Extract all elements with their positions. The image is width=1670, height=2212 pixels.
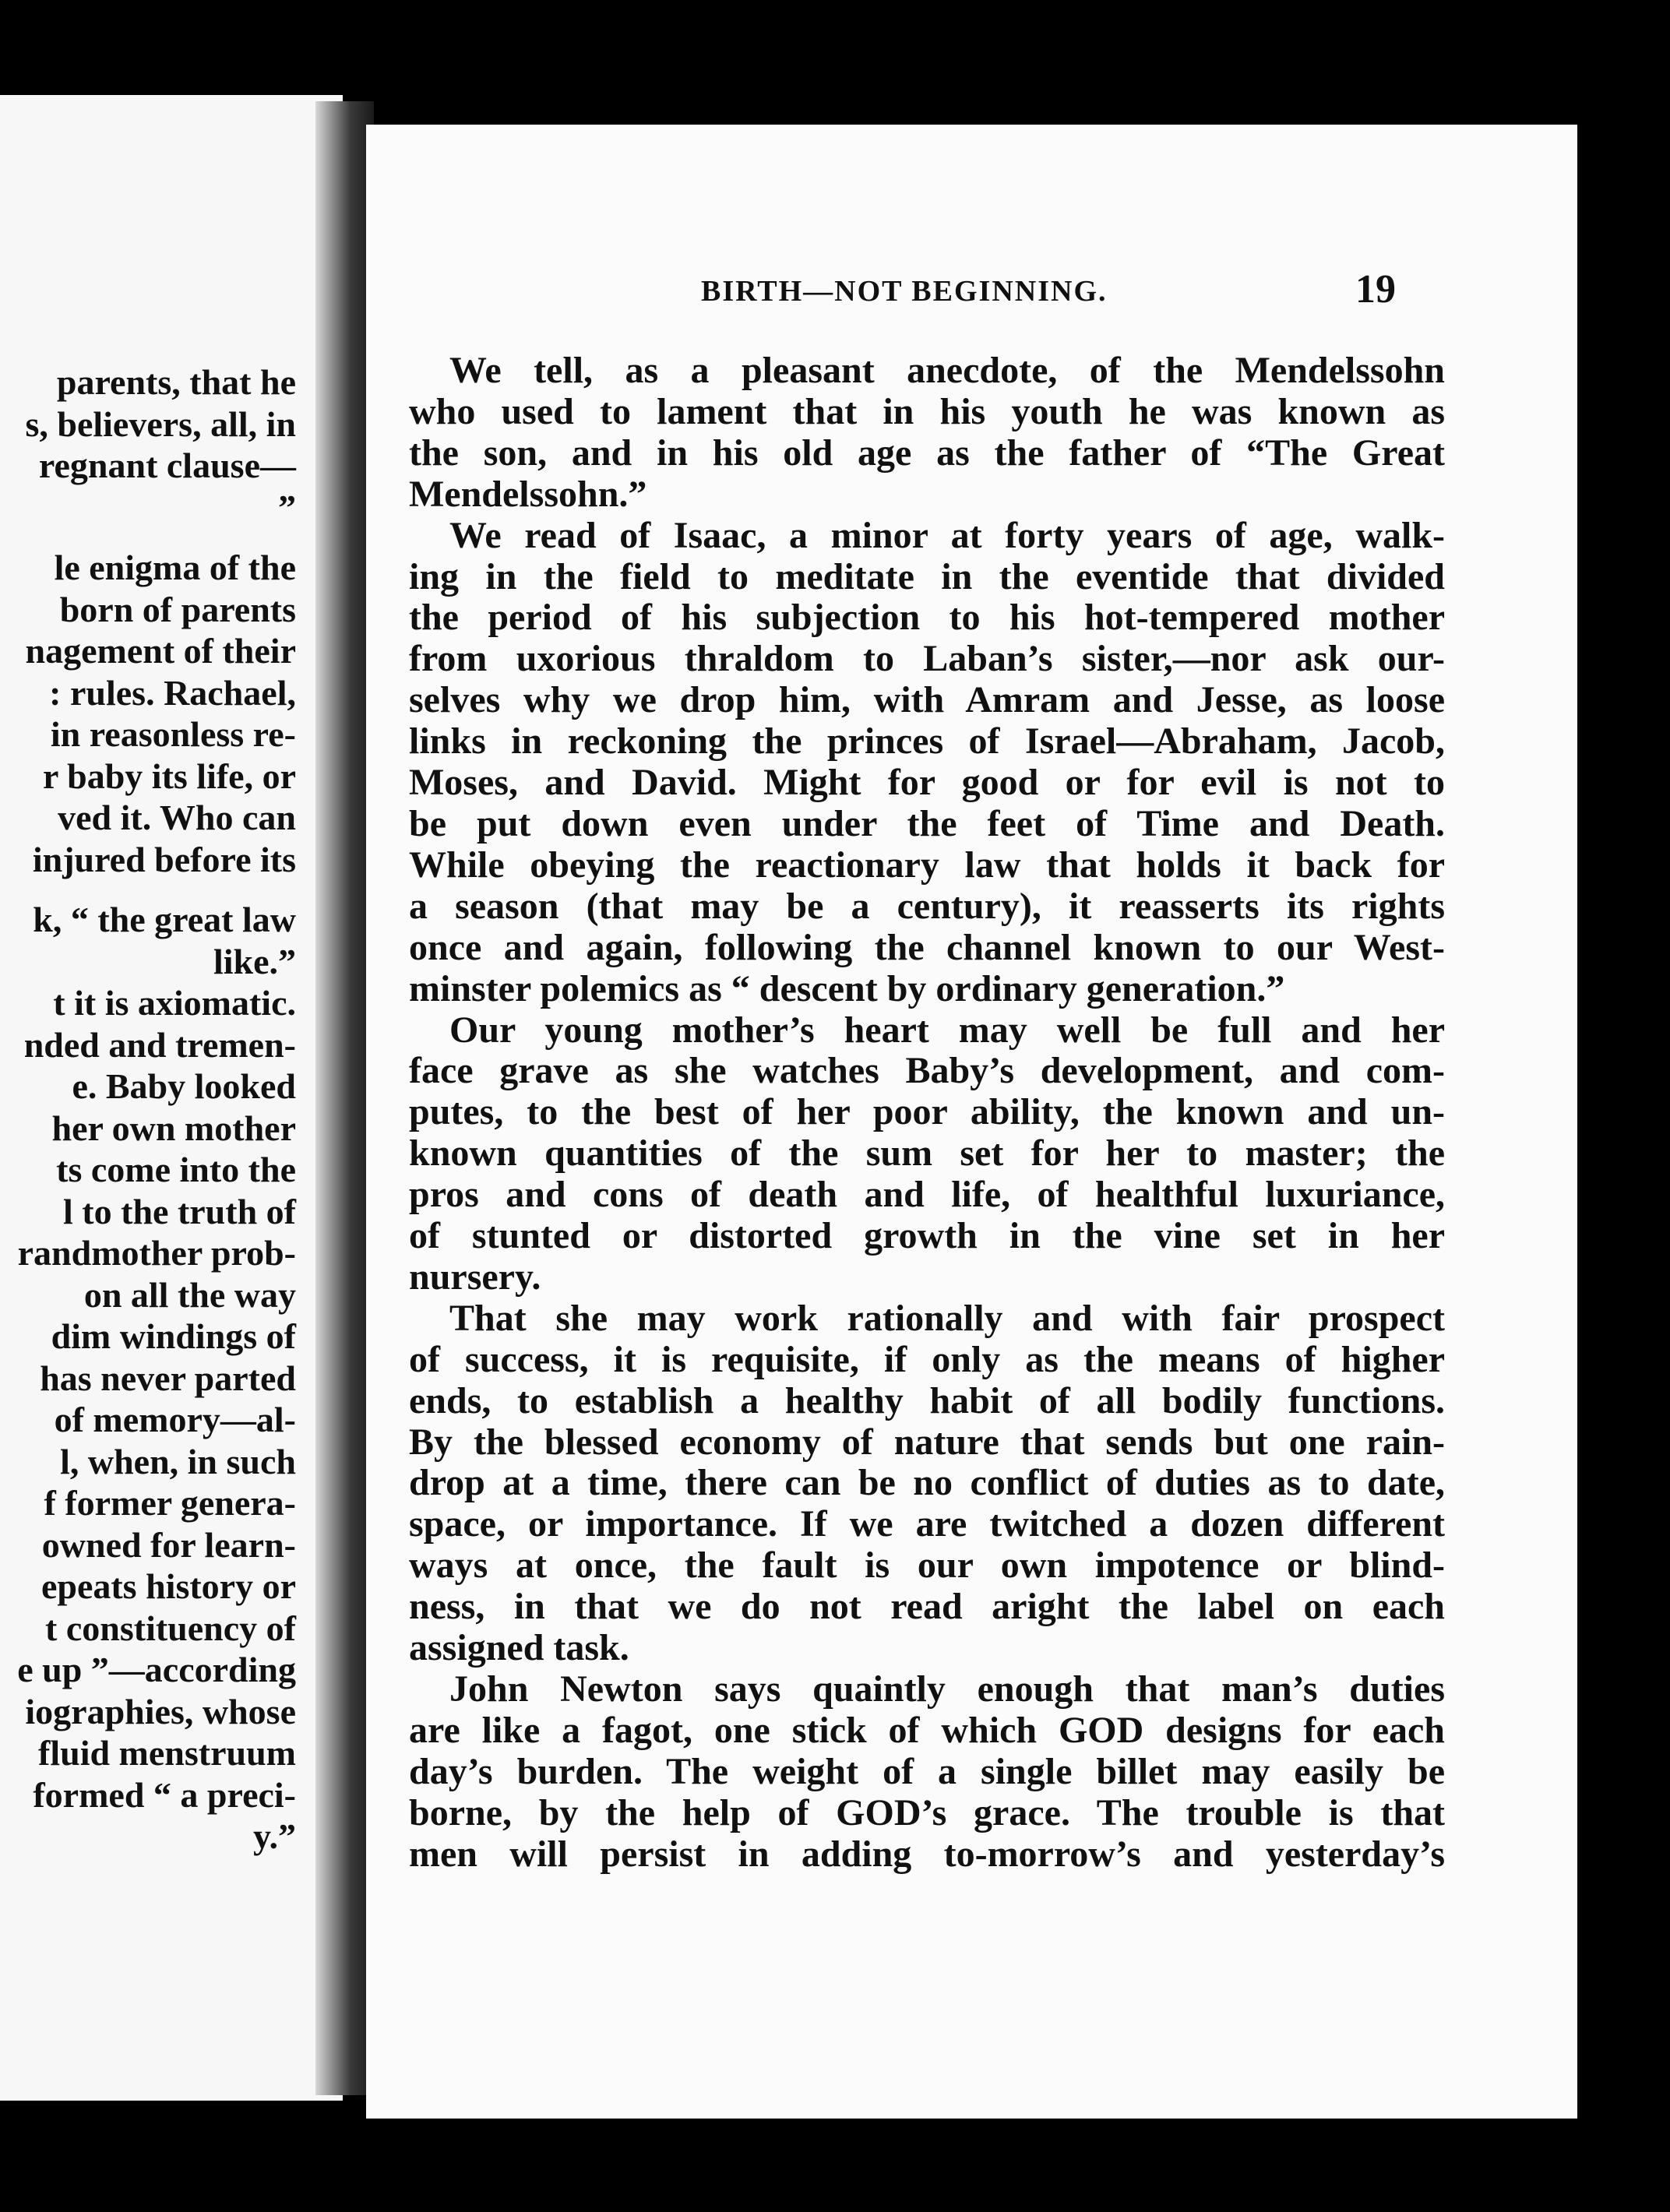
left-page-line: y.” bbox=[253, 1816, 296, 1856]
left-page-line: owned for learn- bbox=[41, 1524, 296, 1565]
running-head: BIRTH—NOT BEGINNING. bbox=[701, 275, 1108, 308]
left-page-line: on all the way bbox=[83, 1274, 296, 1315]
text-line: borne, by the help of GOD’s grace. The trouble is that bbox=[409, 1791, 1445, 1833]
text-line: from uxorious thraldom to Laban’s sister,—nor ask our- bbox=[409, 638, 1445, 680]
left-page-line: injured before its bbox=[32, 839, 296, 879]
left-page-line: le enigma of the bbox=[54, 548, 296, 587]
text-line: We tell, as a pleasant anecdote, of the Mendelssohn bbox=[449, 350, 1445, 391]
left-page-line: ved it. Who can bbox=[58, 798, 296, 837]
text-line: are like a fagot, one stick of which GOD designs for each bbox=[409, 1709, 1445, 1751]
right-page bbox=[366, 125, 1577, 2119]
text-line: ing in the field to meditate in the eventide that divided bbox=[409, 555, 1445, 597]
text-line: drop at a time, there can be no conflict of duties as to date, bbox=[409, 1462, 1445, 1504]
text-line: Moses, and David. Might for good or for evil is not to bbox=[409, 762, 1445, 804]
left-page-line: nagement of their bbox=[25, 631, 296, 671]
left-page-line: regnant clause— bbox=[38, 446, 296, 485]
left-page-text bbox=[0, 361, 296, 1858]
left-page-line: has never parted bbox=[40, 1358, 296, 1398]
left-page-line: e up ”—according bbox=[17, 1650, 296, 1689]
text-line: of stunted or distorted growth in the vine set in her bbox=[409, 1215, 1445, 1257]
left-page-line: born of parents bbox=[59, 589, 296, 629]
left-page-line: parents, that he bbox=[56, 362, 296, 402]
left-page-line: r baby its life, or bbox=[43, 756, 296, 796]
left-page-line: in reasonless re- bbox=[50, 714, 296, 754]
text-line: a season (that may be a century), it reasserts its rights bbox=[409, 885, 1445, 927]
text-line: who used to lament that in his youth he was known as bbox=[409, 390, 1445, 432]
text-line: We read of Isaac, a minor at forty years of age, walk- bbox=[449, 514, 1445, 556]
text-line: be put down even under the feet of Time and Death. bbox=[409, 802, 1445, 844]
text-line: By the blessed economy of nature that sends but one rain- bbox=[409, 1421, 1445, 1463]
page-number: 19 bbox=[1355, 267, 1396, 312]
text-line: of success, it is requisite, if only as the means of higher bbox=[409, 1338, 1445, 1380]
left-page-line: epeats history or bbox=[41, 1566, 296, 1606]
left-page-line: randmother prob- bbox=[17, 1233, 296, 1273]
left-page-line: k, “ the great law bbox=[33, 900, 296, 939]
text-line: Our young mother’s heart may well be full and her bbox=[449, 1009, 1445, 1051]
left-page-line: formed “ a preci- bbox=[33, 1774, 296, 1815]
text-line: known quantities of the sum set for her to master; the bbox=[409, 1132, 1445, 1175]
text-line: While obeying the reactionary law that holds it back for bbox=[409, 844, 1445, 886]
left-page-line: l to the truth of bbox=[63, 1191, 296, 1231]
text-line: day’s burden. The weight of a single billet may easily be bbox=[409, 1750, 1445, 1792]
text-line: minster polemics as “ descent by ordinary generation.” bbox=[409, 967, 1285, 1009]
text-line: pros and cons of death and life, of healthful luxuriance, bbox=[409, 1174, 1445, 1216]
text-line: putes, to the best of her poor ability, the known and un- bbox=[409, 1091, 1445, 1133]
text-line: ness, in that we do not read aright the label on each bbox=[409, 1586, 1445, 1628]
text-line: That she may work rationally and with fair prospect bbox=[449, 1297, 1445, 1339]
left-page-line: of memory—al- bbox=[54, 1400, 296, 1439]
text-line: Mendelssohn.” bbox=[409, 473, 647, 515]
left-page-line: ” bbox=[278, 487, 296, 527]
text-line: the son, and in his old age as the father of “The Great bbox=[409, 431, 1445, 474]
left-page bbox=[0, 95, 343, 2101]
left-page-line: her own mother bbox=[51, 1108, 296, 1148]
left-page-line: like.” bbox=[213, 941, 296, 981]
left-page-line: : rules. Rachael, bbox=[49, 672, 296, 713]
left-page-line: nded and tremen- bbox=[23, 1024, 296, 1065]
text-line: the period of his subjection to his hot-tempered mother bbox=[409, 597, 1445, 639]
left-page-line: f former genera- bbox=[44, 1483, 296, 1523]
text-line: ends, to establish a healthy habit of all bodily functions. bbox=[409, 1379, 1445, 1421]
left-page-line: ts come into the bbox=[56, 1150, 296, 1189]
text-line: ways at once, the fault is our own impotence or blind- bbox=[409, 1545, 1445, 1587]
text-line: space, or importance. If we are twitched a dozen different bbox=[409, 1503, 1445, 1545]
text-line: men will persist in adding to-morrow’s and yesterday’s bbox=[409, 1833, 1445, 1875]
left-page-line: l, when, in such bbox=[60, 1441, 296, 1481]
left-page-line: t constituency of bbox=[45, 1608, 296, 1648]
text-line: face grave as she watches Baby’s development, and com- bbox=[409, 1050, 1445, 1092]
left-page-line: fluid menstruum bbox=[38, 1733, 296, 1773]
left-page-line: t it is axiomatic. bbox=[53, 983, 296, 1023]
body-text bbox=[409, 350, 1445, 1876]
left-page-line: s, believers, all, in bbox=[25, 403, 296, 444]
left-page-line: iographies, whose bbox=[25, 1691, 296, 1731]
left-page-line: e. Baby looked bbox=[72, 1066, 296, 1106]
text-line: selves why we drop him, with Amram and Jesse, as loose bbox=[409, 679, 1445, 721]
text-line: once and again, following the channel known to our West- bbox=[409, 926, 1445, 968]
text-line: links in reckoning the princes of Israel—Abraham, Jacob, bbox=[409, 720, 1445, 763]
text-line: assigned task. bbox=[409, 1627, 629, 1669]
book-gutter bbox=[315, 101, 374, 2095]
text-line: nursery. bbox=[409, 1256, 541, 1298]
text-line: John Newton says quaintly enough that man’s duties bbox=[449, 1668, 1445, 1710]
left-page-line: dim windings of bbox=[51, 1316, 296, 1356]
